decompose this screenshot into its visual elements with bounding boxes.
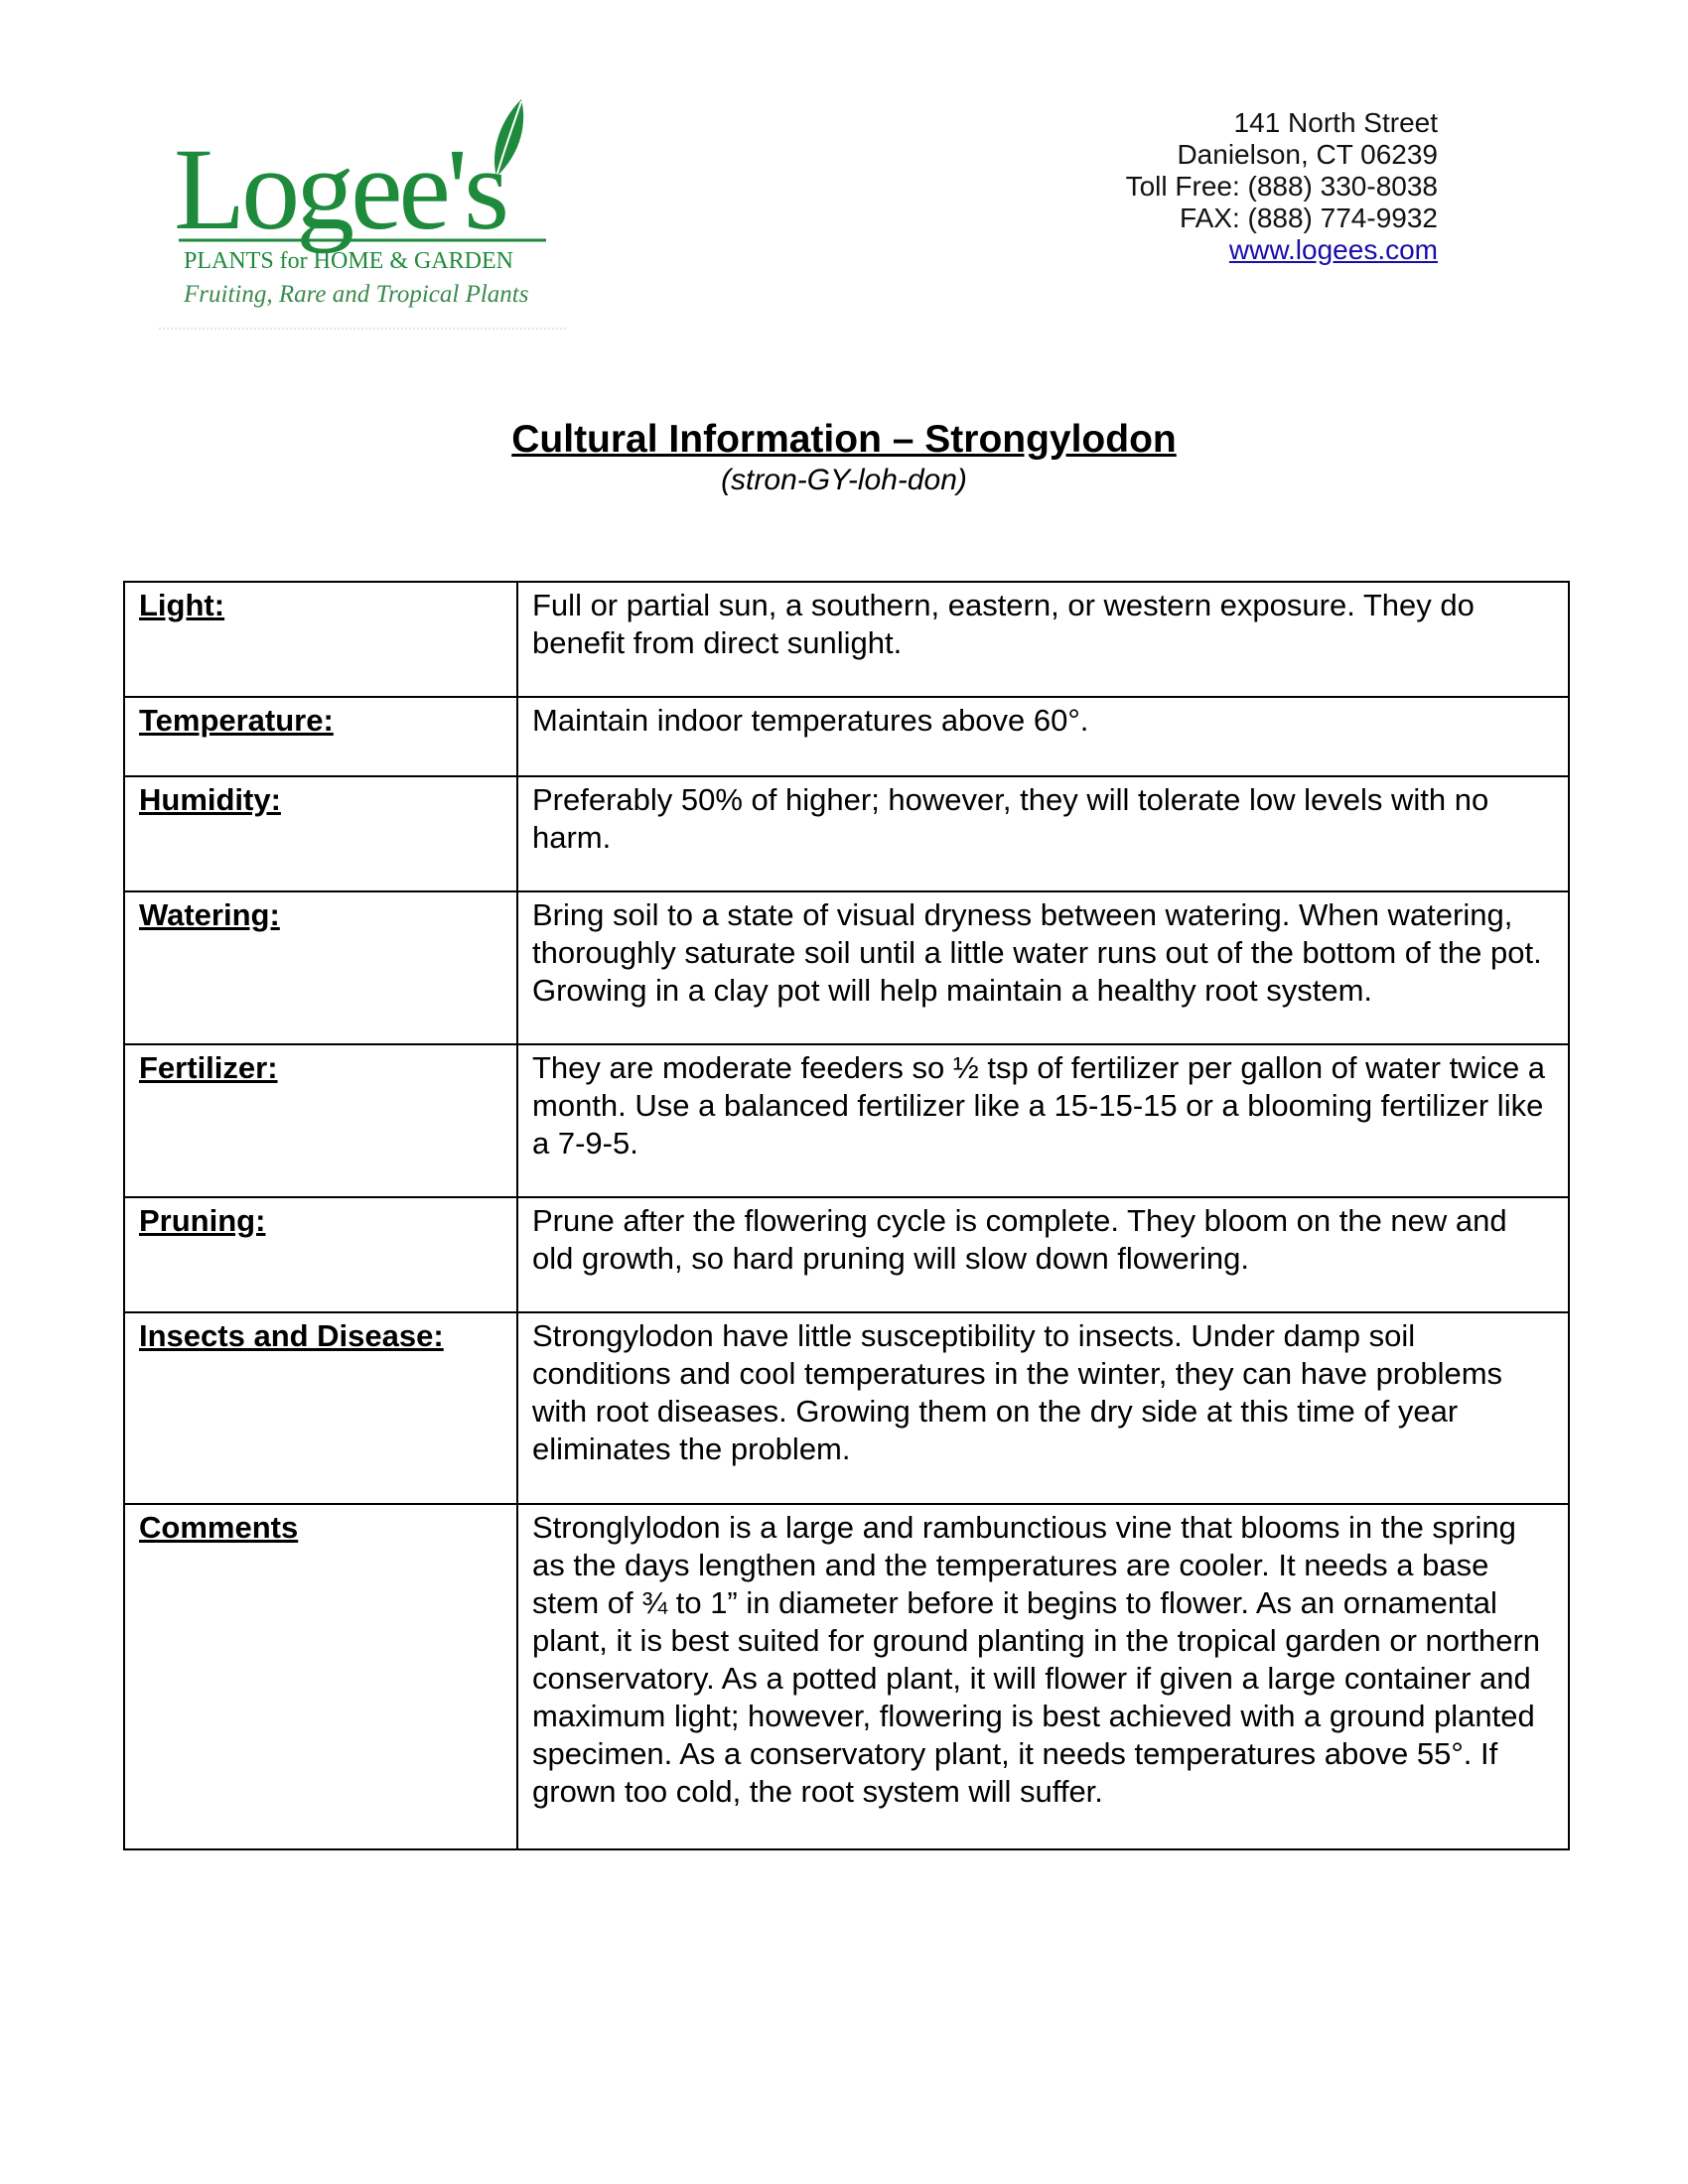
row-label: Temperature:: [124, 697, 517, 776]
row-text: Strongylodon have little susceptibility to insects. Under damp soil conditions and cool temperatures in the winter, they can have problems with root diseases. Growing them on the dry side at this time of year eliminates the problem.: [517, 1312, 1569, 1504]
title-block: [0, 417, 1688, 498]
table-row: [124, 1504, 1569, 1849]
address-toll-free: Toll Free: (888) 330-8038: [1125, 171, 1438, 202]
table-row: [124, 776, 1569, 891]
row-text: Maintain indoor temperatures above 60°.: [517, 697, 1569, 776]
row-label: Watering:: [124, 891, 517, 1044]
row-label: Light:: [124, 582, 517, 697]
row-label: Pruning:: [124, 1197, 517, 1312]
table-row: [124, 1044, 1569, 1197]
care-table: [123, 581, 1570, 1850]
row-label: Comments: [124, 1504, 517, 1849]
page-title: Cultural Information – Strongylodon: [511, 418, 1177, 461]
row-text: Preferably 50% of higher; however, they will tolerate low levels with no harm.: [517, 776, 1569, 891]
row-text: Prune after the flowering cycle is complete. They bloom on the new and old growth, so hard pruning will slow down flowering.: [517, 1197, 1569, 1312]
table-row: [124, 1312, 1569, 1504]
pronunciation: (stron-GY-loh-don): [721, 464, 967, 496]
address-block: [1126, 107, 1438, 266]
table-row: [124, 582, 1569, 697]
table-row: [124, 697, 1569, 776]
logo-tagline-primary: PLANTS for HOME & GARDEN: [184, 248, 513, 274]
row-text: Stronglylodon is a large and rambunctious vine that blooms in the spring as the days lengthen and the temperatures are cooler. It needs a base stem of ¾ to 1” in diameter before it begins to flower. As an ornamental plant, it is best suited for ground planting in the tropical garden or northern conservatory. As a potted plant, it will flower if given a large container and maximum light; however, flowering is best achieved with a ground planted specimen. As a conservatory plant, it needs temperatures above 55°. If grown too cold, the root system will suffer.: [517, 1504, 1569, 1849]
row-label: Insects and Disease:: [124, 1312, 517, 1504]
row-text: Full or partial sun, a southern, eastern, or western exposure. They do benefit from direct sunlight.: [517, 582, 1569, 697]
logo-divider: [159, 328, 566, 330]
website-link[interactable]: www.logees.com: [1228, 234, 1438, 265]
row-text: They are moderate feeders so ½ tsp of fertilizer per gallon of water twice a month. Use a balanced fertilizer like a 15-15-15 or a blooming fertilizer like a 7-9-5.: [517, 1044, 1569, 1197]
logo-graphic: [174, 89, 566, 333]
address-fax: FAX: (888) 774-9932: [1180, 203, 1438, 233]
address-street: 141 North Street: [1233, 107, 1438, 138]
table-row: [124, 891, 1569, 1044]
row-text: Bring soil to a state of visual dryness between watering. When watering, thoroughly saturate soil until a little water runs out of the bottom of the pot. Growing in a clay pot will help maintain a healthy root system.: [517, 891, 1569, 1044]
address-city: Danielson, CT 06239: [1177, 139, 1438, 170]
table-row: [124, 1197, 1569, 1312]
logo-wordmark: Logee's: [174, 124, 506, 254]
row-label: Fertilizer:: [124, 1044, 517, 1197]
logees-logo: [174, 89, 566, 333]
row-label: Humidity:: [124, 776, 517, 891]
logo-tagline-secondary: Fruiting, Rare and Tropical Plants: [184, 281, 529, 308]
